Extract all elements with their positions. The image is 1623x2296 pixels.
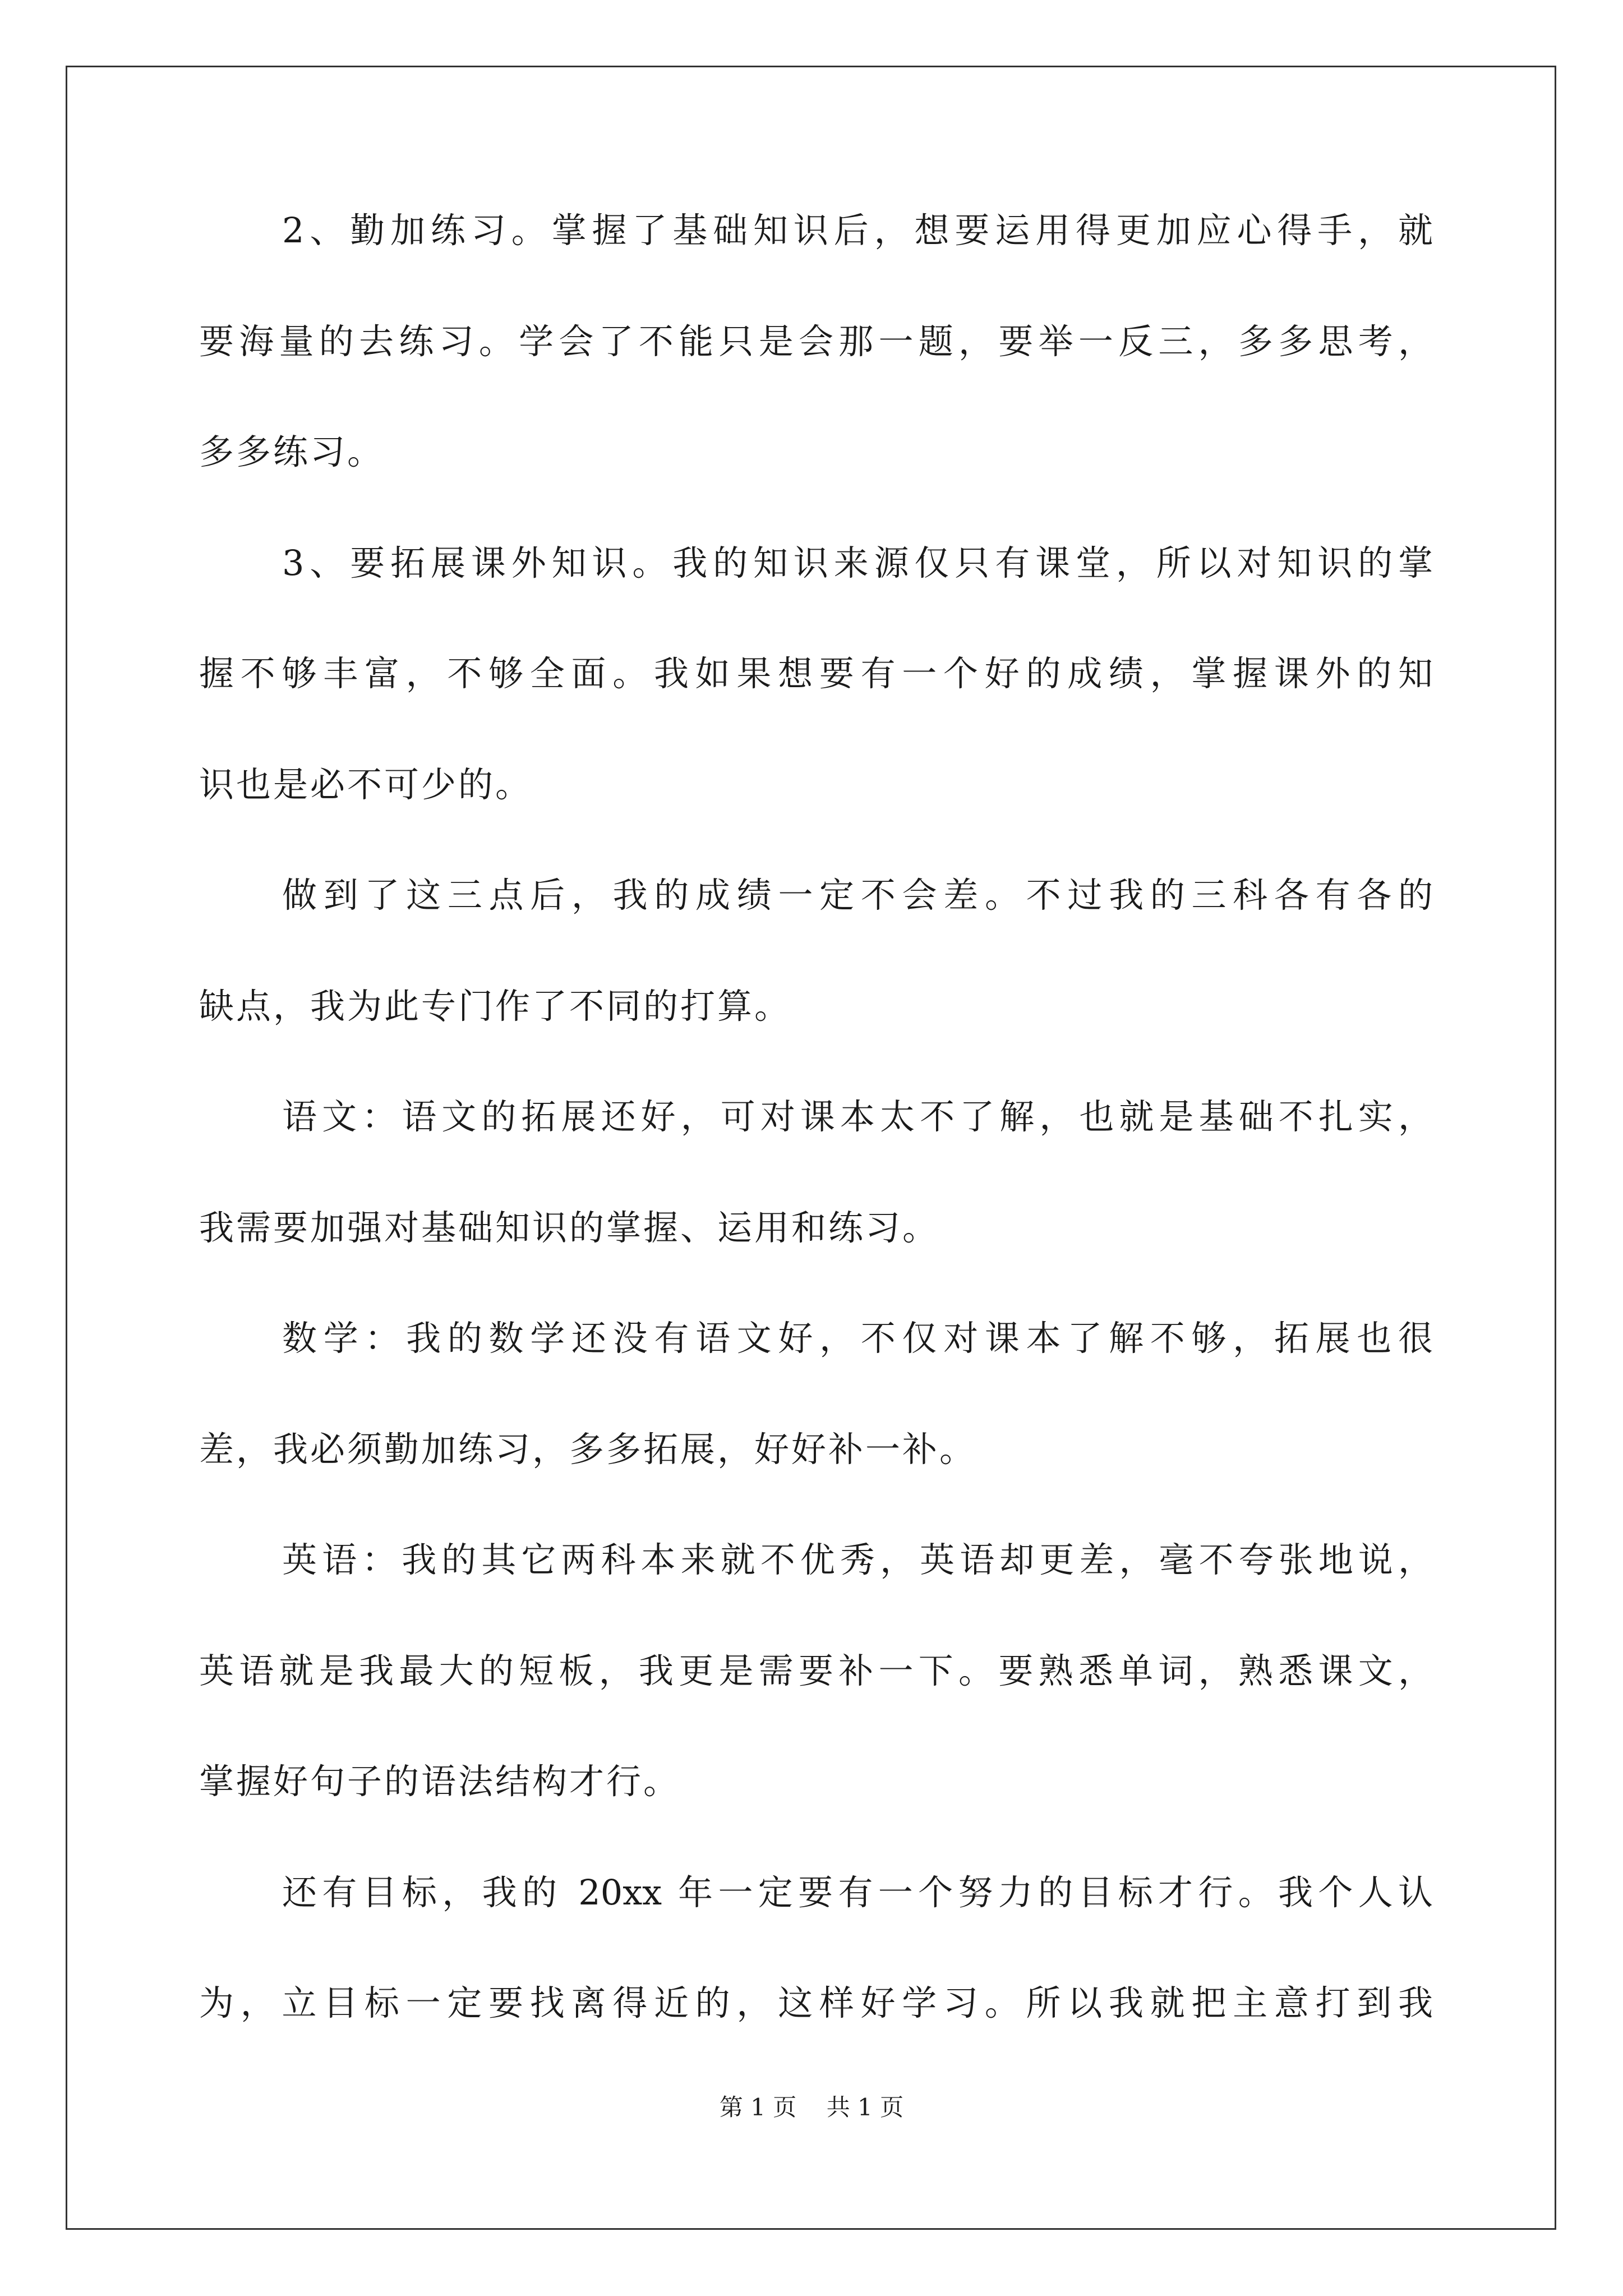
text-line: 多多练习。 bbox=[199, 431, 385, 472]
text-line: 要海量的去练习。学会了不能只是会那一题，要举一反三，多多思考， bbox=[199, 320, 1433, 362]
text-line: 做到了这三点后，我的成绩一定不会差。不过我的三科各有各的 bbox=[282, 875, 1433, 915]
text-line: 缺点，我为此专门作了不同的打算。 bbox=[199, 985, 792, 1027]
text-line: 我需要加强对基础知识的掌握、运用和练习。 bbox=[199, 1207, 940, 1248]
text-line: 语文：语文的拓展还好，可对课本太不了解，也就是基础不扎实， bbox=[282, 1096, 1433, 1137]
page-number-footer: 第 1 页 共 1 页 bbox=[719, 2093, 904, 2121]
text-line: 掌握好句子的语法结构才行。 bbox=[199, 1761, 681, 1802]
document-body bbox=[199, 210, 1433, 2097]
text-line: 英语就是我最大的短板，我更是需要补一下。要熟悉单词，熟悉课文， bbox=[199, 1650, 1433, 1691]
text-line: 2、勤加练习。掌握了基础知识后，想要运用得更加应心得手，就 bbox=[282, 210, 1433, 251]
text-line: 为，立目标一定要找离得近的，这样好学习。所以我就把主意打到我 bbox=[199, 1982, 1433, 2023]
text-line: 英语：我的其它两科本来就不优秀，英语却更差，毫不夸张地说， bbox=[282, 1539, 1433, 1580]
text-line: 识也是必不可少的。 bbox=[199, 763, 533, 805]
text-line: 握不够丰富，不够全面。我如果想要有一个好的成绩，掌握课外的知 bbox=[199, 653, 1433, 694]
text-line: 还有目标，我的 20xx 年一定要有一个努力的目标才行。我个人认 bbox=[282, 1871, 1433, 1913]
text-line: 数学：我的数学还没有语文好，不仅对课本了解不够，拓展也很 bbox=[282, 1318, 1433, 1359]
text-line: 3、要拓展课外知识。我的知识来源仅只有课堂，所以对知识的掌 bbox=[282, 542, 1433, 583]
text-line: 差，我必须勤加练习，多多拓展，好好补一补。 bbox=[199, 1428, 977, 1470]
